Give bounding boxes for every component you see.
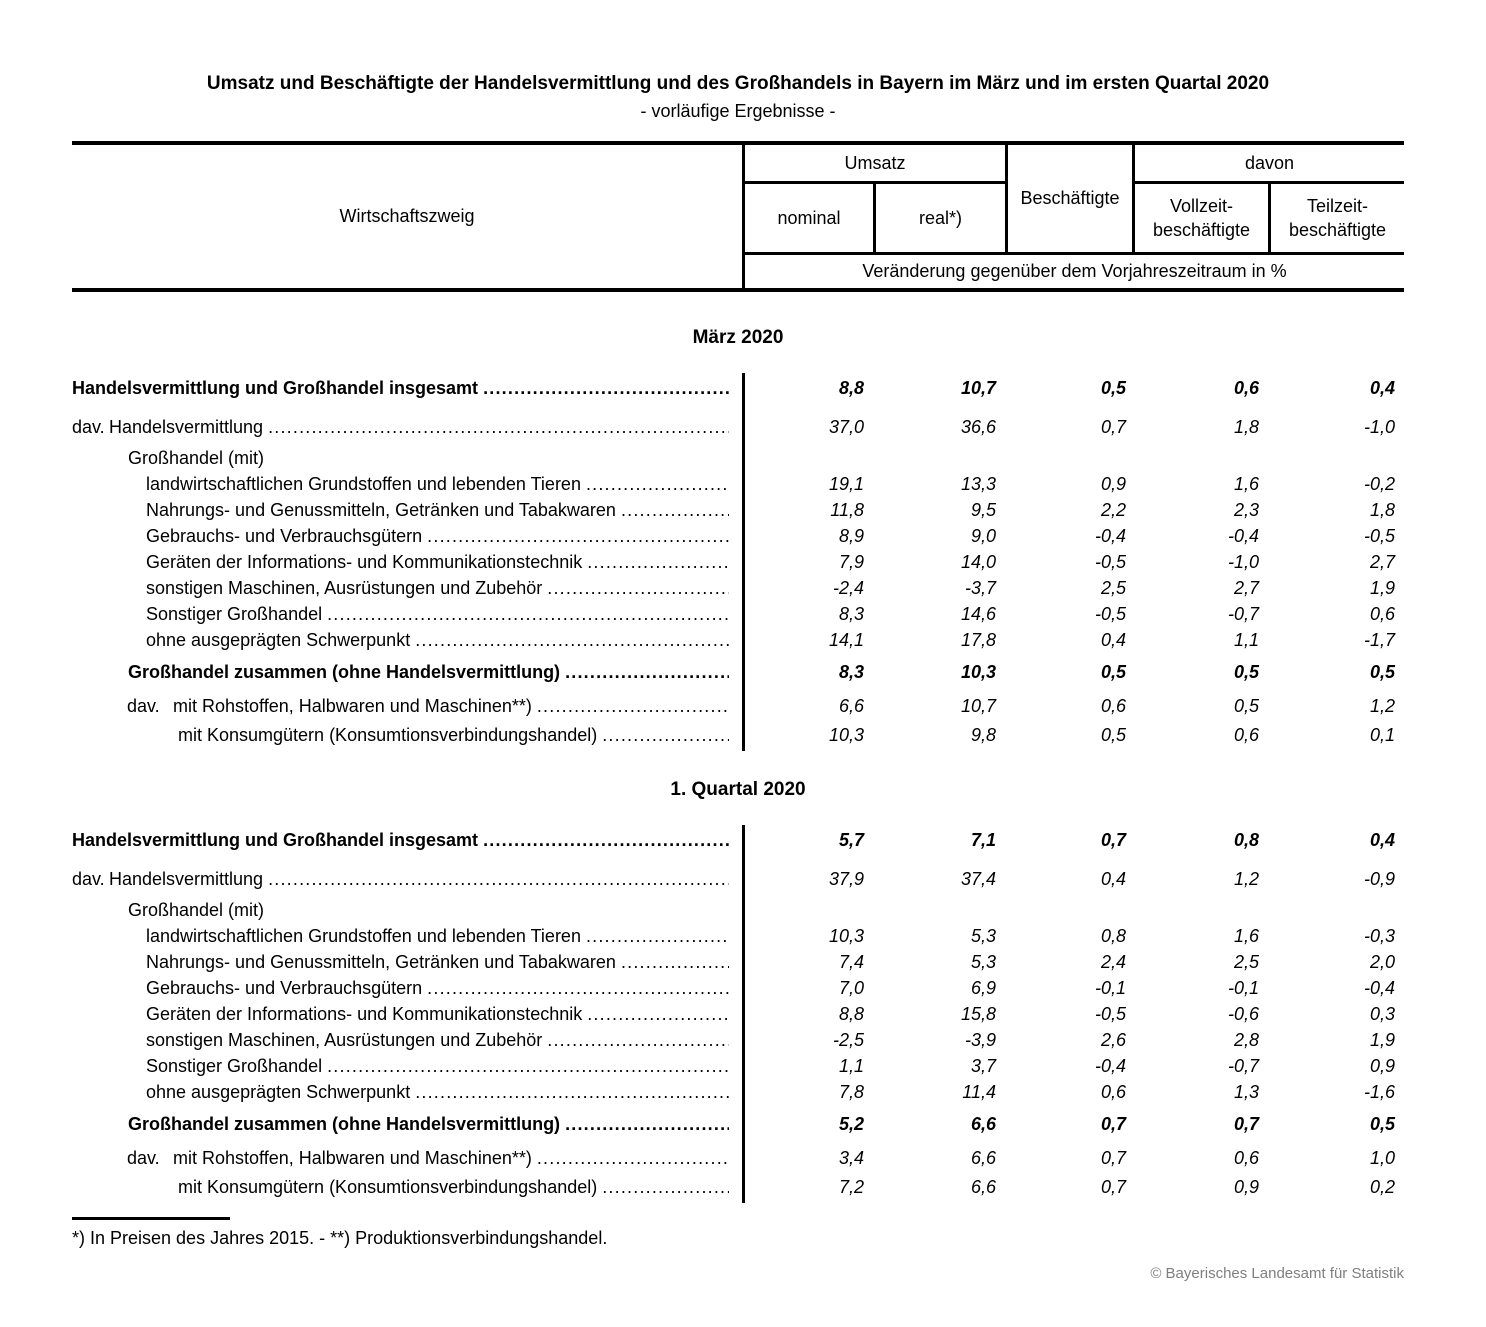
value-nominal: 1,1 [838,1056,864,1076]
value-beschaeftigte: -0,4 [1094,526,1126,546]
value-beschaeftigte: 2,6 [1100,1030,1126,1050]
row-prefix: dav. [72,417,105,437]
dot-leader [537,1145,729,1171]
value-teilzeitbeschaeftigte: 2,0 [1369,952,1395,972]
value-teilzeitbeschaeftigte: -0,2 [1363,474,1395,494]
value-vollzeitbeschaeftigte: 1,1 [1233,630,1259,650]
row-label: Geräten der Informations- und Kommunikationstechnik [146,552,583,572]
row-label: Sonstiger Großhandel [146,604,323,624]
value-teilzeitbeschaeftigte: 0,5 [1369,1114,1395,1134]
value-nominal: 5,2 [838,1114,864,1134]
value-nominal: 7,2 [838,1177,864,1197]
table-row [72,866,1404,892]
column-header-beschaeftigte: Beschäftigte [1005,145,1135,252]
row-prefix: dav. [127,696,160,716]
row-label: Großhandel (mit) [128,448,265,468]
value-teilzeitbeschaeftigte: -0,5 [1363,526,1395,546]
table-row [72,471,1404,497]
value-vollzeitbeschaeftigte: -0,6 [1227,1004,1259,1024]
value-teilzeitbeschaeftigte: 0,1 [1369,725,1395,745]
row-label-cell [72,445,742,471]
row-label-cell [72,471,742,497]
row-label-cell [72,523,742,549]
value-vollzeitbeschaeftigte: 2,5 [1233,952,1259,972]
value-vollzeitbeschaeftigte: 0,9 [1233,1177,1259,1197]
row-label: mit Konsumgütern (Konsumtionsverbindungshandel) [178,725,598,745]
dot-leader [427,975,729,1001]
value-nominal: 8,3 [838,604,864,624]
dot-leader [587,549,729,575]
value-real: 6,6 [970,1114,996,1134]
table-section [72,777,1404,1203]
value-real: 9,5 [970,500,996,520]
value-vollzeitbeschaeftigte: 1,6 [1233,474,1259,494]
dot-leader [586,923,729,949]
value-teilzeitbeschaeftigte: 0,6 [1369,604,1395,624]
dot-leader [483,375,729,401]
table-row [72,827,1404,853]
value-beschaeftigte: 0,7 [1100,1114,1126,1134]
section-rows [72,373,1404,751]
value-teilzeitbeschaeftigte: 1,0 [1369,1148,1395,1168]
value-nominal: 7,8 [838,1082,864,1102]
value-nominal: 8,3 [838,662,864,682]
column-header-nominal: nominal [742,184,873,252]
column-header-vollzeitbeschaeftigte [1135,184,1268,252]
page-subtitle: - vorläufige Ergebnisse - [640,101,836,121]
row-label: Großhandel zusammen (ohne Handelsvermittlung) [128,1114,561,1134]
row-label: Handelsvermittlung und Großhandel insgesamt [72,378,479,398]
table-row [72,975,1404,1001]
table-row [72,627,1404,653]
value-vollzeitbeschaeftigte: 0,6 [1233,1148,1259,1168]
column-header-teilzeitbeschaeftigte [1268,184,1404,252]
value-real: 10,7 [960,696,996,716]
value-teilzeitbeschaeftigte: 2,7 [1369,552,1395,572]
value-real [873,897,1005,923]
value-vollzeitbeschaeftigte: 0,6 [1233,378,1259,398]
value-real: 37,4 [960,869,996,889]
footnote: *) In Preisen des Jahres 2015. - **) Produktionsverbindungshandel. [72,1228,608,1248]
value-nominal: 19,1 [828,474,864,494]
dot-leader [483,827,729,853]
value-vollzeitbeschaeftigte: 2,3 [1233,500,1259,520]
row-label-cell [72,1053,742,1079]
value-vollzeitbeschaeftigte: -0,1 [1227,978,1259,998]
value-nominal: 6,6 [838,696,864,716]
value-nominal: 7,4 [838,952,864,972]
row-label-cell [72,549,742,575]
value-vollzeitbeschaeftigte: 0,5 [1233,696,1259,716]
table-row [72,575,1404,601]
value-beschaeftigte: -0,4 [1094,1056,1126,1076]
row-label-cell [72,375,742,401]
value-vollzeitbeschaeftigte: 1,2 [1233,869,1259,889]
row-prefix: dav. [127,1148,160,1168]
value-vollzeitbeschaeftigte: 1,6 [1233,926,1259,946]
row-label: sonstigen Maschinen, Ausrüstungen und Zubehör [146,578,543,598]
value-beschaeftigte: 0,9 [1100,474,1126,494]
row-label-cell [72,414,742,440]
row-label-cell [72,627,742,653]
row-label-cell [72,975,742,1001]
dot-leader [547,575,729,601]
value-real: 10,7 [960,378,996,398]
table-row [72,523,1404,549]
value-teilzeitbeschaeftigte: 0,3 [1369,1004,1395,1024]
value-teilzeitbeschaeftigte: -1,6 [1363,1082,1395,1102]
row-label: mit Rohstoffen, Halbwaren und Maschinen**) [173,696,532,716]
dot-leader [537,693,729,719]
row-label: Großhandel (mit) [128,900,265,920]
value-real: 36,6 [960,417,996,437]
table-row [72,1079,1404,1105]
value-real: -3,9 [964,1030,996,1050]
value-beschaeftigte: 0,5 [1100,662,1126,682]
value-vollzeitbeschaeftigte: -0,7 [1227,604,1259,624]
table-row [72,923,1404,949]
dot-leader [415,627,729,653]
table-row [72,693,1404,719]
row-prefix: dav. [72,869,105,889]
row-label-cell [72,827,742,853]
value-beschaeftigte [1005,445,1135,471]
value-vollzeitbeschaeftigte: 0,6 [1233,725,1259,745]
value-beschaeftigte: -0,5 [1094,604,1126,624]
dot-leader [547,1027,729,1053]
row-label-cell [72,949,742,975]
section-rows [72,825,1404,1203]
row-label: Großhandel zusammen (ohne Handelsvermittlung) [128,662,561,682]
table-row [72,897,1404,923]
value-beschaeftigte: 2,2 [1100,500,1126,520]
value-teilzeitbeschaeftigte: -0,3 [1363,926,1395,946]
value-beschaeftigte: 0,7 [1100,1177,1126,1197]
value-teilzeitbeschaeftigte: 0,4 [1369,830,1395,850]
value-real: 6,6 [970,1148,996,1168]
value-nominal: 8,8 [838,1004,864,1024]
table-row [72,1027,1404,1053]
value-teilzeitbeschaeftigte: 0,5 [1369,662,1395,682]
value-beschaeftigte: 0,7 [1100,830,1126,850]
value-real: 10,3 [960,662,996,682]
value-vollzeitbeschaeftigte [1135,445,1268,471]
table-header [72,141,1404,292]
dot-leader [427,523,729,549]
value-real: 11,4 [962,1082,996,1102]
dot-leader [327,601,729,627]
value-nominal: 14,1 [828,630,864,650]
section-heading: 1. Quartal 2020 [670,779,806,800]
table-row [72,414,1404,440]
row-label: Handelsvermittlung und Großhandel insgesamt [72,830,479,850]
value-vollzeitbeschaeftigte: 2,8 [1233,1030,1259,1050]
value-teilzeitbeschaeftigte [1268,445,1404,471]
value-beschaeftigte: 0,4 [1100,869,1126,889]
value-teilzeitbeschaeftigte: -1,7 [1363,630,1395,650]
value-vollzeitbeschaeftigte: 0,5 [1233,662,1259,682]
value-vollzeitbeschaeftigte: 2,7 [1233,578,1259,598]
dot-leader [621,497,729,523]
value-teilzeitbeschaeftigte: 1,8 [1369,500,1395,520]
row-label-cell [72,722,742,748]
dot-leader [565,659,729,685]
page-title: Umsatz und Beschäftigte der Handelsvermittlung und des Großhandels in Bayern im März und im ersten Quartal 2020 [206,73,1270,94]
value-vollzeitbeschaeftigte: -0,7 [1227,1056,1259,1076]
value-nominal: 7,9 [838,552,864,572]
row-label-cell [72,1111,742,1137]
row-label: Handelsvermittlung [109,417,264,437]
row-label-cell [72,601,742,627]
value-real: -3,7 [964,578,996,598]
table-row [72,659,1404,685]
row-label-cell [72,866,742,892]
table-row [72,1145,1404,1171]
value-real: 6,9 [970,978,996,998]
value-beschaeftigte: 0,6 [1100,1082,1126,1102]
table-row [72,722,1404,748]
column-group-umsatz: Umsatz [742,145,1005,184]
table-row [72,497,1404,523]
value-beschaeftigte: 0,8 [1100,926,1126,946]
value-teilzeitbeschaeftigte: 1,2 [1369,696,1395,716]
row-label-cell [72,1174,742,1200]
row-label: sonstigen Maschinen, Ausrüstungen und Zubehör [146,1030,543,1050]
row-label: Handelsvermittlung [109,869,264,889]
row-label: mit Rohstoffen, Halbwaren und Maschinen**) [173,1148,532,1168]
table-section [72,325,1404,751]
dot-leader [586,471,729,497]
row-label: Gebrauchs- und Verbrauchsgütern [146,526,423,546]
value-nominal: 8,9 [838,526,864,546]
value-nominal: 8,8 [838,378,864,398]
value-vollzeitbeschaeftigte: 0,7 [1233,1114,1259,1134]
row-label: Sonstiger Großhandel [146,1056,323,1076]
table-row [72,1174,1404,1200]
value-beschaeftigte: 0,5 [1100,378,1126,398]
column-group-davon: davon [1135,145,1404,184]
value-nominal [742,897,873,923]
dot-leader [602,1174,729,1200]
page-content [72,72,1404,1282]
dot-leader [268,414,729,440]
copyright-notice: © Bayerisches Landesamt für Statistik [1150,1265,1404,1282]
value-vollzeitbeschaeftigte: -0,4 [1227,526,1259,546]
row-label-cell [72,1027,742,1053]
value-vollzeitbeschaeftigte: -1,0 [1227,552,1259,572]
value-beschaeftigte: 0,5 [1100,725,1126,745]
dot-leader [415,1079,729,1105]
row-label: mit Konsumgütern (Konsumtionsverbindungshandel) [178,1177,598,1197]
value-real: 13,3 [960,474,996,494]
row-label: Nahrungs- und Genussmitteln, Getränken und Tabakwaren [146,952,616,972]
table-row [72,1001,1404,1027]
row-label-cell [72,693,742,719]
row-label: ohne ausgeprägten Schwerpunkt [146,630,411,650]
row-label-cell [72,923,742,949]
value-real: 17,8 [960,630,996,650]
value-teilzeitbeschaeftigte: 1,9 [1369,578,1395,598]
value-real: 5,3 [970,926,996,946]
footnote-divider [72,1217,230,1220]
value-teilzeitbeschaeftigte [1268,897,1404,923]
value-beschaeftigte [1005,897,1135,923]
value-nominal: -2,4 [832,578,864,598]
value-teilzeitbeschaeftigte: -0,9 [1363,869,1395,889]
value-nominal: -2,5 [832,1030,864,1050]
section-heading: März 2020 [692,327,784,348]
row-label-cell [72,659,742,685]
value-nominal: 37,9 [828,869,864,889]
value-beschaeftigte: 0,4 [1100,630,1126,650]
row-label: landwirtschaftlichen Grundstoffen und lebenden Tieren [146,474,581,494]
table-subheader-change-note: Veränderung gegenüber dem Vorjahreszeitraum in % [742,252,1404,288]
value-nominal: 11,8 [830,500,864,520]
value-teilzeitbeschaeftigte: 0,4 [1369,378,1395,398]
column-header-real: real*) [873,184,1005,252]
table-row [72,601,1404,627]
value-beschaeftigte: 0,7 [1100,1148,1126,1168]
value-beschaeftigte: 0,6 [1100,696,1126,716]
value-teilzeitbeschaeftigte: 0,9 [1369,1056,1395,1076]
value-real: 15,8 [960,1004,996,1024]
column-header-wirtschaftszweig: Wirtschaftszweig [339,206,475,226]
value-real: 9,8 [970,725,996,745]
value-vollzeitbeschaeftigte: 1,3 [1233,1082,1259,1102]
row-label: Nahrungs- und Genussmitteln, Getränken und Tabakwaren [146,500,616,520]
value-real: 14,6 [960,604,996,624]
value-real: 14,0 [960,552,996,572]
value-beschaeftigte: 2,4 [1100,952,1126,972]
dot-leader [327,1053,729,1079]
table-body-sections [72,325,1404,1203]
value-beschaeftigte: 0,7 [1100,417,1126,437]
value-vollzeitbeschaeftigte [1135,897,1268,923]
dot-leader [621,949,729,975]
row-label: Geräten der Informations- und Kommunikationstechnik [146,1004,583,1024]
table-row [72,949,1404,975]
value-nominal: 3,4 [838,1148,864,1168]
row-label: landwirtschaftlichen Grundstoffen und lebenden Tieren [146,926,581,946]
dot-leader [565,1111,729,1137]
dot-leader [587,1001,729,1027]
value-teilzeitbeschaeftigte: -1,0 [1363,417,1395,437]
value-vollzeitbeschaeftigte: 1,8 [1233,417,1259,437]
table-row [72,1111,1404,1137]
value-teilzeitbeschaeftigte: 0,2 [1369,1177,1395,1197]
value-beschaeftigte: -0,1 [1094,978,1126,998]
value-beschaeftigte: 2,5 [1100,578,1126,598]
vollzeit-line1: Vollzeit- [1169,196,1234,216]
value-teilzeitbeschaeftigte: 1,9 [1369,1030,1395,1050]
dot-leader [602,722,729,748]
dot-leader [268,866,729,892]
value-teilzeitbeschaeftigte: -0,4 [1363,978,1395,998]
row-label-cell [72,897,742,923]
row-label-cell [72,1079,742,1105]
table-row [72,1053,1404,1079]
table-row [72,549,1404,575]
value-real: 3,7 [970,1056,996,1076]
value-nominal [742,445,873,471]
table-row [72,445,1404,471]
row-label: ohne ausgeprägten Schwerpunkt [146,1082,411,1102]
vollzeit-line2: beschäftigte [1152,220,1251,240]
teilzeit-line2: beschäftigte [1288,220,1387,240]
row-label-cell [72,575,742,601]
value-nominal: 7,0 [838,978,864,998]
teilzeit-line1: Teilzeit- [1306,196,1368,216]
value-real: 6,6 [970,1177,996,1197]
value-nominal: 10,3 [828,725,864,745]
value-nominal: 10,3 [828,926,864,946]
value-real: 7,1 [970,830,996,850]
row-label-cell [72,497,742,523]
value-beschaeftigte: -0,5 [1094,1004,1126,1024]
value-nominal: 5,7 [838,830,864,850]
value-vollzeitbeschaeftigte: 0,8 [1233,830,1259,850]
row-label-cell [72,1001,742,1027]
row-label: Gebrauchs- und Verbrauchsgütern [146,978,423,998]
value-nominal: 37,0 [828,417,864,437]
value-real: 9,0 [970,526,996,546]
value-beschaeftigte: -0,5 [1094,552,1126,572]
value-real: 5,3 [970,952,996,972]
row-label-cell [72,1145,742,1171]
value-real [873,445,1005,471]
table-row [72,375,1404,401]
